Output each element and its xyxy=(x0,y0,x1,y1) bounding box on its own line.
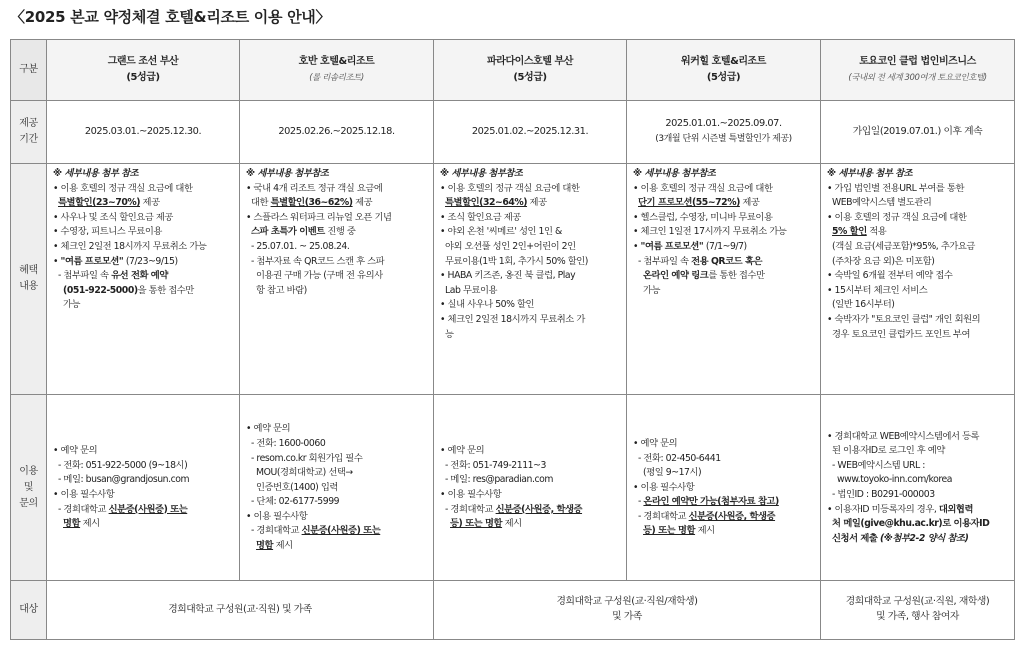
text-line xyxy=(246,437,427,452)
text-segment: - 경희대학교 xyxy=(246,525,302,537)
text-line xyxy=(246,240,427,255)
text-segment: - 경희대학교 xyxy=(440,503,496,515)
text-segment: 신분증(사원증, 학생증 xyxy=(688,510,776,522)
text-segment: - 첨부자료 속 QR코드 스캔 후 스파 xyxy=(246,255,385,267)
text-segment: • 이용 호텔의 정규 객실 요금에 대한 xyxy=(440,182,580,194)
text-segment: • 이용 필수사항 xyxy=(53,489,115,500)
text-segment: (7/23~9/15) xyxy=(123,255,178,267)
text-segment: - 단체: 02-6177-5999 xyxy=(246,496,340,508)
hotel-name: 그랜드 조선 부산 xyxy=(107,56,179,67)
target-cell xyxy=(434,581,821,640)
hotel-name: 파라다이스호텔 부산 xyxy=(487,56,573,67)
text-segment: • xyxy=(53,255,61,267)
row-header-line: 기간 xyxy=(19,134,38,145)
usage-list xyxy=(434,441,626,534)
text-line xyxy=(827,298,1008,313)
text-line xyxy=(827,196,1008,211)
hotel-header-hoban xyxy=(240,40,434,101)
text-segment: 제시 xyxy=(273,540,293,552)
text-line xyxy=(246,422,427,437)
text-segment: 제공 xyxy=(140,197,160,209)
row-header-benefit xyxy=(11,164,47,395)
text-segment xyxy=(246,540,256,551)
row-header-line: 혜택 xyxy=(19,265,38,276)
period-cell xyxy=(627,101,821,164)
text-segment: • 이용 호텔의 정규 객실 요금에 대한 xyxy=(633,182,773,194)
usage-cell xyxy=(821,395,1015,581)
text-segment: - 메일: busan@grandjosun.com xyxy=(53,474,190,486)
text-line xyxy=(440,196,620,211)
usage-list xyxy=(821,427,1014,549)
text-line xyxy=(440,313,620,328)
text-segment xyxy=(440,518,450,529)
text-segment: (평일 9~17시) xyxy=(633,467,702,479)
text-segment: • 체크인 1일전 17시까지 무료취소 가능 xyxy=(633,226,787,238)
text-line xyxy=(827,532,1008,547)
text-line xyxy=(246,211,427,226)
text-line xyxy=(633,437,814,452)
text-line xyxy=(246,225,427,240)
text-segment: 5% 할인 xyxy=(832,226,867,238)
row-header-line: 및 xyxy=(23,481,34,493)
text-line xyxy=(246,167,427,182)
text-segment: 신분증(사원증, 학생증 xyxy=(495,503,583,515)
text-segment: - 첨부파일 속 xyxy=(53,270,112,282)
text-segment: 제시 xyxy=(502,518,522,530)
text-line xyxy=(246,495,427,510)
text-segment: 대외협력 xyxy=(938,503,973,515)
text-segment: (7/1~9/7) xyxy=(703,240,747,252)
text-line xyxy=(440,459,620,474)
text-line xyxy=(440,269,620,284)
text-line xyxy=(53,167,233,182)
text-segment: 항 참고 바람) xyxy=(246,284,307,296)
text-segment: • 경희대학교 WEB예약시스템에서 등록 xyxy=(827,430,980,442)
text-line xyxy=(53,473,233,488)
text-segment: 진행 중 xyxy=(324,226,356,238)
target-line: 및 가족, 행사 참여자 xyxy=(876,611,959,622)
text-line xyxy=(246,524,427,539)
target-line: 경희대학교 구성원(교·직원/재학생) xyxy=(556,596,698,608)
text-segment: "여름 프로모션" xyxy=(640,240,704,252)
period-text: 2025.01.01.~2025.09.07. xyxy=(665,118,782,130)
text-segment: • 사우나 및 조식 할인요금 제공 xyxy=(53,211,173,223)
hotel-name: 토요코인 클럽 법인비즈니스 xyxy=(859,56,976,67)
benefit-cell xyxy=(240,164,434,395)
text-segment: 된 이용자ID로 로그인 후 예약 xyxy=(827,445,945,457)
text-segment: • 조식 할인요금 제공 xyxy=(440,211,521,223)
text-segment: 등) 또는 명함 xyxy=(643,525,696,537)
text-line xyxy=(827,211,1008,226)
text-line xyxy=(246,539,427,554)
text-line xyxy=(440,517,620,532)
text-line xyxy=(246,452,427,467)
usage-cell xyxy=(434,395,627,581)
period-row xyxy=(11,101,1015,164)
text-line xyxy=(440,240,620,255)
text-segment: 경우 토요코인 클럽카드 포인트 부여 xyxy=(827,328,970,340)
text-segment: 신분증(사원증) 또는 xyxy=(108,503,188,515)
row-header-line: 내용 xyxy=(19,281,38,292)
text-segment: • 실내 사우나 50% 할인 xyxy=(440,299,535,311)
text-segment xyxy=(633,270,643,281)
hotel-grade: (5성급) xyxy=(706,72,741,83)
text-line xyxy=(440,255,620,270)
text-line xyxy=(440,488,620,503)
period-cell: 2025.02.26.~2025.12.18. xyxy=(240,101,434,164)
text-segment: - 전화: 051-922-5000 (9~18시) xyxy=(53,459,188,471)
hotel-grade: (5성급) xyxy=(513,72,547,83)
benefit-list xyxy=(627,164,820,300)
text-segment: 특별할인(23~70%) xyxy=(58,197,141,209)
text-segment: 제시 xyxy=(695,525,715,537)
hotel-name: 워커힐 호텔&리조트 xyxy=(681,56,766,67)
text-segment: • 야외 온천 '씨메르' 성인 1인 & xyxy=(440,226,562,238)
text-segment: 이용권 구매 가능 (구매 전 유의사 xyxy=(246,270,383,282)
text-segment: - 25.07.01. ~ 25.08.24. xyxy=(246,240,350,252)
text-segment: (일반 16시부터) xyxy=(827,299,895,311)
usage-list xyxy=(47,441,239,534)
text-line xyxy=(246,510,427,525)
text-line xyxy=(633,510,814,525)
text-segment: (051-922-5000) xyxy=(63,284,138,296)
text-line xyxy=(827,313,1008,328)
text-segment: • 국내 4개 리조트 정규 객실 요금에 xyxy=(246,182,383,194)
text-line xyxy=(827,328,1008,343)
text-segment: • 이용 필수사항 xyxy=(246,510,308,522)
text-segment: 신청서 제출 xyxy=(832,532,878,544)
text-line xyxy=(633,481,814,496)
text-segment: - xyxy=(633,496,644,508)
text-segment xyxy=(53,285,63,296)
text-line xyxy=(440,284,620,299)
text-segment: 인증번호(1400) 입력 xyxy=(246,481,338,493)
text-line xyxy=(440,473,620,488)
usage-cell xyxy=(627,395,821,581)
text-segment: • 가입 법인별 전용URL 부여를 통한 xyxy=(827,182,965,194)
text-line xyxy=(827,503,1008,518)
text-line xyxy=(53,255,233,270)
text-segment: • 예약 문의 xyxy=(53,445,98,457)
text-segment: 대한 xyxy=(246,197,271,209)
text-segment: 온라인 예약 링크 xyxy=(643,270,709,282)
text-segment: - 전화: 02-450-6441 xyxy=(633,452,721,464)
text-segment: • 15시부터 체크인 서비스 xyxy=(827,284,928,296)
text-segment: • 이용 호텔의 정규 객실 요금에 대한 xyxy=(53,182,193,194)
period-note: (3개월 단위 시즌별 특별할인가 제공) xyxy=(655,134,792,144)
text-segment: 명함 xyxy=(63,518,81,530)
hotel-name: 호반 호텔&리조트 xyxy=(298,56,375,67)
text-line xyxy=(53,517,233,532)
text-segment: - 전화: 051-749-2111~3 xyxy=(440,459,546,471)
text-segment: - 메일: res@paradian.com xyxy=(440,474,553,486)
text-segment: • 스플라스 워터파크 리뉴얼 오픈 기념 xyxy=(246,211,392,223)
text-line xyxy=(633,182,814,197)
text-line xyxy=(53,240,233,255)
usage-cell xyxy=(47,395,240,581)
benefit-cell xyxy=(627,164,821,395)
text-line xyxy=(633,495,814,510)
text-line xyxy=(633,211,814,226)
text-line xyxy=(827,488,1008,503)
text-line xyxy=(827,459,1008,474)
benefit-cell xyxy=(47,164,240,395)
text-line xyxy=(440,503,620,518)
text-segment: - 첨부파일 속 xyxy=(633,255,692,267)
text-segment: 가능 xyxy=(633,284,661,296)
usage-row xyxy=(11,395,1015,581)
benefit-list xyxy=(821,164,1014,344)
text-segment: (주차장 요금 외)은 미포함) xyxy=(827,255,935,267)
text-segment: 능 xyxy=(440,328,454,340)
text-line xyxy=(633,524,814,539)
text-line xyxy=(633,255,814,270)
hotel-header-walkerhill xyxy=(627,40,821,101)
text-segment: • 이용자ID 미등록자의 경우, xyxy=(827,503,939,515)
row-header-line: 제공 xyxy=(19,118,38,129)
row-header-usage xyxy=(11,395,47,581)
target-line: 및 가족 xyxy=(612,611,642,622)
text-line xyxy=(633,284,814,299)
text-line xyxy=(246,481,427,496)
text-line xyxy=(440,167,620,182)
text-segment: • 체크인 2일전 18시까지 무료취소 가능 xyxy=(53,240,207,252)
text-segment: • 체크인 2일전 18시까지 무료취소 가 xyxy=(440,313,585,325)
text-segment: • 예약 문의 xyxy=(440,445,485,457)
text-line xyxy=(440,444,620,459)
period-cell: 2025.03.01.~2025.12.30. xyxy=(47,101,240,164)
text-line xyxy=(827,240,1008,255)
text-line xyxy=(53,269,233,284)
text-line xyxy=(827,444,1008,459)
text-line xyxy=(440,298,620,313)
text-segment: • HABA 키즈존, 옹진 북 클럽, Play xyxy=(440,270,576,282)
text-line xyxy=(246,269,427,284)
text-line xyxy=(633,240,814,255)
hotel-grade: (5성급) xyxy=(126,72,160,83)
usage-list xyxy=(627,434,820,541)
target-row xyxy=(11,581,1015,640)
text-segment: • 예약 문의 xyxy=(246,423,291,435)
text-line xyxy=(246,466,427,481)
period-cell: 가입일(2019.07.01.) 이후 계속 xyxy=(821,101,1015,164)
benefit-row xyxy=(11,164,1015,395)
text-segment: 야외 오션풀 성인 2인+어린이 2인 xyxy=(440,240,576,252)
text-segment: - WEB예약시스템 URL : xyxy=(827,459,925,471)
text-segment: MOU(경희대학교) 선택→ xyxy=(246,467,353,479)
text-segment: ※ 세부내용 첨부 참조 xyxy=(827,168,913,179)
text-segment: - 전화: 1600-0060 xyxy=(246,437,326,449)
text-segment: • 헬스클럽, 수영장, 미니바 무료이용 xyxy=(633,211,773,223)
text-segment: - resom.co.kr 회원가입 필수 xyxy=(246,452,363,464)
text-segment: ※ 세부내용 첨부참조 xyxy=(440,168,523,179)
text-segment: 온라인 예약만 가능(첨부자료 참고) xyxy=(643,496,779,508)
text-line xyxy=(53,444,233,459)
text-line xyxy=(827,473,1008,488)
text-line xyxy=(633,452,814,467)
text-line xyxy=(53,459,233,474)
row-header-target: 대상 xyxy=(11,581,47,640)
text-line xyxy=(633,269,814,284)
text-segment: - 경희대학교 xyxy=(633,510,689,522)
benefit-list xyxy=(240,164,433,300)
text-line xyxy=(633,466,814,481)
text-line xyxy=(440,328,620,343)
usage-list xyxy=(240,419,433,555)
text-line xyxy=(53,225,233,240)
text-segment: • 예약 문의 xyxy=(633,437,678,449)
target-cell xyxy=(821,581,1015,640)
text-line xyxy=(246,182,427,197)
text-segment: 단기 프로모션(55~72%) xyxy=(638,197,740,209)
text-line xyxy=(633,167,814,182)
text-segment: ※ 세부내용 첨부참조 xyxy=(246,168,329,179)
text-segment: 등) 또는 명함 xyxy=(450,518,503,530)
text-line xyxy=(440,211,620,226)
text-segment: • 이용 필수사항 xyxy=(633,481,695,493)
text-line xyxy=(53,488,233,503)
row-header-category: 구분 xyxy=(11,40,47,101)
text-segment: 전용 QR코드 혹은 xyxy=(691,255,763,267)
hotel-subtitle: (롤 리솜리조트) xyxy=(309,73,364,83)
text-line xyxy=(53,182,233,197)
text-segment: • 숙박일 6개월 전부터 예약 접수 xyxy=(827,270,953,282)
text-segment: 적용 xyxy=(866,226,887,238)
text-line xyxy=(440,225,620,240)
text-segment: • xyxy=(633,240,641,252)
text-segment: - 경희대학교 xyxy=(53,503,109,515)
benefit-cell xyxy=(821,164,1015,395)
text-segment: (※첨부2-2 양식 참조) xyxy=(879,532,969,544)
text-line xyxy=(246,284,427,299)
row-header-line: 문의 xyxy=(19,497,38,509)
text-segment: 무료이용(1박 1회, 추가시 50% 할인) xyxy=(440,255,588,267)
hotel-header-toyoko xyxy=(821,40,1015,101)
text-segment: 제시 xyxy=(80,518,100,530)
text-line xyxy=(827,430,1008,445)
usage-cell xyxy=(240,395,434,581)
row-header-line: 이용 xyxy=(19,465,38,477)
text-segment: • 수영장, 피트니스 무료이용 xyxy=(53,226,162,238)
text-segment: Lab 무료이용 xyxy=(440,284,498,296)
text-line xyxy=(246,255,427,270)
hotel-subtitle: (국내외 전 세계 300여개 토요코인호텔) xyxy=(848,73,987,83)
text-line xyxy=(246,196,427,211)
text-segment: 가능 xyxy=(53,299,81,311)
text-segment: • 이용 필수사항 xyxy=(440,489,502,500)
text-segment: 처 메일(give@khu.ac.kr)로 이용자ID xyxy=(832,518,990,530)
text-segment: 신분증(사원증) 또는 xyxy=(301,525,381,537)
text-line xyxy=(827,517,1008,532)
text-segment: - 법인ID : B0291-000003 xyxy=(827,489,935,500)
benefit-list xyxy=(47,164,239,315)
text-segment: • 이용 호텔의 정규 객실 요금에 대한 xyxy=(827,211,967,223)
hotel-table xyxy=(10,39,1015,640)
target-cell: 경희대학교 구성원(교·직원) 및 가족 xyxy=(47,581,434,640)
text-segment: 유선 전화 예약 xyxy=(111,270,168,282)
text-line xyxy=(827,182,1008,197)
text-line xyxy=(827,225,1008,240)
hotel-header-grand-josun xyxy=(47,40,240,101)
text-segment xyxy=(633,525,643,536)
row-header-period xyxy=(11,101,47,164)
text-line xyxy=(53,298,233,313)
text-line xyxy=(827,255,1008,270)
text-line xyxy=(53,211,233,226)
page-title: 〈2025 본교 약정체결 호텔&리조트 이용 안내〉 xyxy=(10,8,331,26)
text-segment: 제공 xyxy=(352,197,373,209)
text-line xyxy=(633,196,814,211)
text-segment: 특별할인(32~64%) xyxy=(445,197,528,209)
text-segment: 특별할인(36~62%) xyxy=(270,197,353,209)
benefit-cell xyxy=(434,164,627,395)
text-segment: • 숙박자가 "토요코인 클럽" 개인 회원의 xyxy=(827,313,981,325)
text-segment: 명함 xyxy=(256,540,274,552)
text-segment: WEB예약시스템 별도관리 xyxy=(827,197,932,209)
target-line: 경희대학교 구성원(교·직원, 재학생) xyxy=(845,596,990,608)
text-line xyxy=(53,503,233,518)
text-segment: 제공 xyxy=(527,197,547,209)
text-line xyxy=(827,167,1008,182)
text-segment: (객실 요금(세금포함)*95%, 추가요금 xyxy=(827,240,975,252)
period-cell: 2025.01.02.~2025.12.31. xyxy=(434,101,627,164)
text-segment xyxy=(53,518,63,529)
text-segment: "여름 프로모션" xyxy=(60,255,124,267)
text-line xyxy=(633,225,814,240)
text-segment: 을 통한 접수만 xyxy=(137,284,194,296)
text-segment: ※ 세부내용 첨부 참조 xyxy=(53,168,139,179)
text-line xyxy=(827,284,1008,299)
text-segment: ※ 세부내용 첨부참조 xyxy=(633,168,716,179)
text-line xyxy=(827,269,1008,284)
hotel-header-paradise xyxy=(434,40,627,101)
text-segment: 를 통한 접수만 xyxy=(708,270,765,282)
benefit-list xyxy=(434,164,626,344)
header-row xyxy=(11,40,1015,101)
text-segment: 스파 초특가 이벤트 xyxy=(251,226,325,238)
text-line xyxy=(53,196,233,211)
text-line xyxy=(53,284,233,299)
text-line xyxy=(440,182,620,197)
text-segment: www.toyoko-inn.com/korea xyxy=(827,474,953,486)
text-segment: 제공 xyxy=(739,197,760,209)
